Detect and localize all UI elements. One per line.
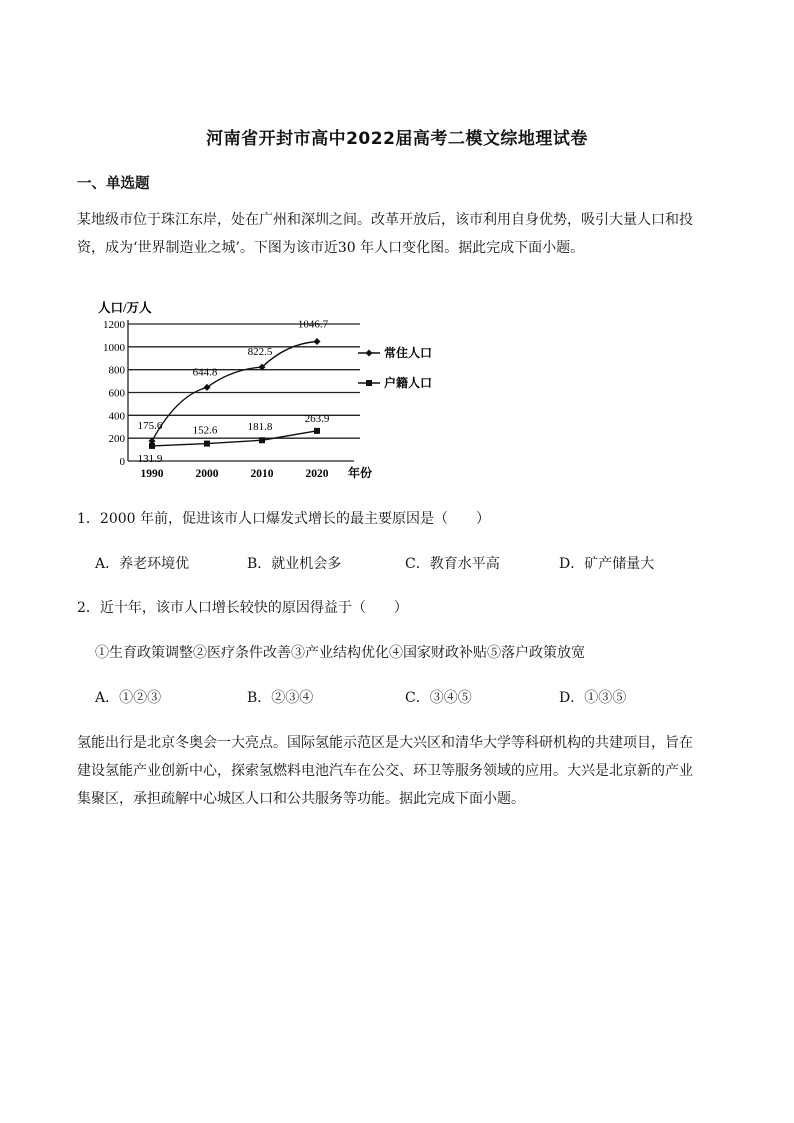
- data-label: 131.9: [137, 452, 163, 465]
- q2-option-c[interactable]: C．③④⑤: [405, 690, 472, 706]
- passage-2-line-3: 集聚区，承担疏解中心城区人口和公共服务等功能。据此完成下面小题。: [77, 791, 525, 807]
- question-2-factors: ①生育政策调整②医疗条件改善③产业结构优化④国家财政补贴⑤落户政策放宽: [95, 645, 585, 661]
- q2-option-a[interactable]: A．①②③: [95, 690, 162, 706]
- y-tick-label: 400: [108, 410, 125, 423]
- x-axis-label: 年份: [348, 466, 373, 480]
- page-title: 河南省开封市高中2022届高考二模文综地理试卷: [206, 129, 588, 149]
- passage-1: [77, 206, 722, 262]
- data-label: 644.8: [192, 366, 218, 379]
- q2-option-d[interactable]: D．①③⑤: [559, 690, 627, 706]
- y-tick-label: 0: [119, 456, 125, 468]
- legend-label: 户籍人口: [384, 376, 433, 390]
- y-tick-label: 1000: [103, 341, 125, 354]
- passage-2-line-2: 建设氢能产业创新中心，探索氢燃料电池汽车在公交、环卫等服务领域的应用。大兴是北京新的产业: [77, 763, 693, 779]
- section-heading: 一、单选题: [77, 176, 150, 192]
- legend-marker: [366, 380, 372, 386]
- data-label: 175.6: [137, 419, 163, 432]
- data-label: 152.6: [192, 424, 218, 437]
- data-label: 263.9: [304, 412, 330, 425]
- population-chart: [90, 296, 470, 486]
- passage-2: [77, 729, 722, 813]
- x-tick-label: 2010: [250, 468, 274, 480]
- x-tick-label: 1990: [140, 468, 164, 480]
- legend-marker: [366, 350, 373, 357]
- q1-option-c[interactable]: C．教育水平高: [405, 556, 500, 572]
- series-line-1: [152, 342, 317, 441]
- q2-option-b[interactable]: B．②③④: [247, 690, 314, 706]
- passage-1-line-1: 某地级市位于珠江东岸，处在广州和深圳之间。改革开放后，该市利用自身优势，吸引大量人口和投: [77, 212, 693, 228]
- y-tick-label: 200: [108, 433, 125, 446]
- q1-option-a[interactable]: A．养老环境优: [95, 556, 190, 572]
- y-tick-label: 600: [108, 387, 125, 400]
- data-point: [149, 443, 155, 449]
- legend-label: 常住人口: [384, 346, 433, 360]
- data-point: [259, 437, 265, 443]
- question-1-stem: 1．2000 年前，促进该市人口爆发式增长的最主要原因是（ ）: [77, 511, 490, 527]
- x-tick-label: 2020: [305, 468, 329, 480]
- data-label: 181.8: [247, 421, 273, 434]
- q1-option-d[interactable]: D．矿产储量大: [559, 556, 655, 572]
- q1-option-b[interactable]: B．就业机会多: [247, 556, 342, 572]
- data-label: 822.5: [247, 346, 273, 359]
- question-2-stem: 2．近十年，该市人口增长较快的原因得益于（ ）: [77, 600, 408, 616]
- data-point: [314, 428, 320, 434]
- data-point: [204, 441, 210, 447]
- y-tick-label: 1200: [103, 319, 125, 331]
- passage-2-line-1: 氢能出行是北京冬奥会一大亮点。国际氢能示范区是大兴区和清华大学等科研机构的共建项目，旨在: [77, 735, 693, 751]
- passage-1-line-2: 资，成为‘世界制造业之城’。下图为该市近30 年人口变化图。据此完成下面小题。: [77, 240, 585, 256]
- data-label: 1046.7: [297, 318, 329, 331]
- data-point: [314, 338, 321, 345]
- y-axis-label: 人口/万人: [98, 301, 152, 315]
- x-tick-label: 2000: [195, 468, 219, 480]
- y-tick-label: 800: [108, 364, 125, 377]
